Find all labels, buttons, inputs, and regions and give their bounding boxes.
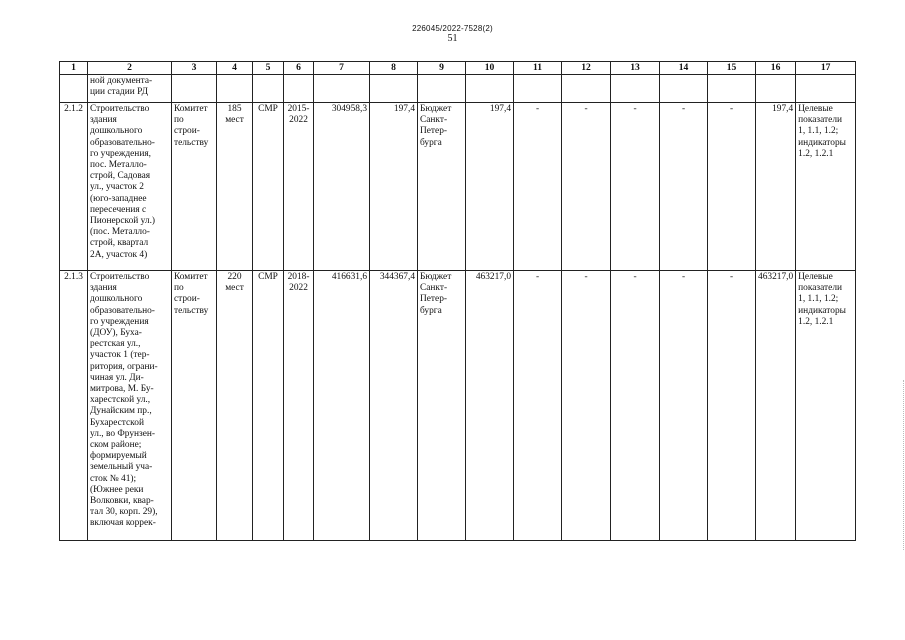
table-cell-col-16 — [756, 75, 796, 103]
table-cell-col-14 — [660, 75, 708, 103]
table-cell-col-6 — [284, 75, 314, 103]
table-cell-col-2 — [88, 103, 172, 271]
cell-text: Строительство здания дошкольного образовательно- го учреждения (ДОУ), Буха- рестская ул., участок 1 (тер- ритория, ограни- чиная ул. Ди- митрова, М. Бу- харестской ул., Дунайским пр., Бухарестской ул., во Фрунзен- ском районе; формируемый земельный уча- сток № 41); (Южнее реки Волковки, квар- тал 30, корп. 29), включая коррек- — [90, 272, 158, 529]
table-cell-col-17 — [796, 271, 856, 541]
col-header-7: 7 — [314, 62, 370, 75]
table-cell-col-3 — [172, 75, 217, 103]
document-registration-stamp: 226045/2022-7528(2) — [412, 24, 493, 33]
cell-text: 197,4 — [772, 104, 794, 114]
table-cell-col-16 — [756, 271, 796, 541]
col-header-16: 16 — [756, 62, 796, 75]
table-cell-col-5 — [253, 271, 284, 541]
table-cell-col-15 — [708, 271, 756, 541]
cell-text: Комитет по строи- тельству — [174, 272, 209, 316]
cell-text: 416631,6 — [331, 272, 367, 282]
cell-text: 2.1.2 — [64, 104, 83, 114]
table-cell-col-4 — [217, 103, 253, 271]
table-cell-col-4 — [217, 271, 253, 541]
table-cell-col-14 — [660, 103, 708, 271]
table-cell-col-12 — [562, 75, 611, 103]
table-cell-col-13 — [611, 103, 660, 271]
table-cell-col-12 — [562, 271, 611, 541]
table-cell-col-14 — [660, 271, 708, 541]
cell-text: 197,4 — [489, 104, 511, 114]
col-header-10: 10 — [466, 62, 514, 75]
table-cell-col-1 — [60, 103, 88, 271]
cell-text: 344367,4 — [379, 272, 415, 282]
table-cell-col-6 — [284, 103, 314, 271]
cell-text: Комитет по строи- тельству — [174, 104, 209, 148]
col-header-13: 13 — [611, 62, 660, 75]
col-header-12: 12 — [562, 62, 611, 75]
table-cell-col-5 — [253, 75, 284, 103]
table-row — [60, 271, 856, 541]
cell-text: 2015- 2022 — [287, 104, 310, 126]
cell-text: Бюджет Санкт- Петер- бурга — [420, 104, 452, 148]
col-header-6: 6 — [284, 62, 314, 75]
cell-text: 2018- 2022 — [287, 272, 310, 294]
col-header-3: 3 — [172, 62, 217, 75]
table-cell-col-8 — [370, 75, 418, 103]
col-header-5: 5 — [253, 62, 284, 75]
col-header-14: 14 — [660, 62, 708, 75]
table-cell-col-8 — [370, 271, 418, 541]
col-header-9: 9 — [418, 62, 466, 75]
table-row — [60, 75, 856, 103]
cell-text: 463217,0 — [475, 272, 511, 282]
cell-text: - — [681, 104, 686, 114]
table-row — [60, 103, 856, 271]
table-cell-col-6 — [284, 271, 314, 541]
cell-text: 185 мест — [225, 104, 244, 126]
table-cell-col-5 — [253, 103, 284, 271]
table-cell-col-13 — [611, 75, 660, 103]
cell-text: - — [681, 272, 686, 282]
cell-text: Бюджет Санкт- Петер- бурга — [420, 272, 452, 316]
table-body — [60, 75, 856, 541]
cell-text: Целевые показатели 1, 1.1, 1.2; индикаторы 1.2, 1.2.1 — [798, 104, 846, 159]
table-cell-col-17 — [796, 75, 856, 103]
table-cell-col-4 — [217, 75, 253, 103]
table-cell-col-10 — [466, 103, 514, 271]
table-cell-col-9 — [418, 271, 466, 541]
table-cell-col-8 — [370, 103, 418, 271]
cell-text: ной документа- ции стадии РД — [90, 76, 153, 98]
page-number: 51 — [447, 33, 458, 44]
col-header-1: 1 — [60, 62, 88, 75]
table-header-row — [60, 62, 856, 75]
cell-text: Целевые показатели 1, 1.1, 1.2; индикаторы 1.2, 1.2.1 — [798, 272, 846, 327]
table-cell-col-7 — [314, 103, 370, 271]
cell-text: 463217,0 — [758, 272, 794, 282]
table-cell-col-12 — [562, 103, 611, 271]
cell-text: 304958,3 — [331, 104, 367, 114]
cell-text: 220 мест — [225, 272, 244, 294]
table-cell-col-2 — [88, 271, 172, 541]
table-cell-col-15 — [708, 103, 756, 271]
cell-text: - — [633, 272, 637, 282]
cell-text: - — [584, 272, 588, 282]
table-cell-col-10 — [466, 271, 514, 541]
col-header-2: 2 — [88, 62, 172, 75]
table-cell-col-3 — [172, 103, 217, 271]
table-cell-col-11 — [514, 75, 562, 103]
table-cell-col-3 — [172, 271, 217, 541]
cell-text: - — [535, 272, 540, 282]
cell-text: 2.1.3 — [64, 272, 83, 282]
cell-text: Строительство здания дошкольного образовательно- го учреждения, пос. Металло- строй, Садовая ул., участок 2 (юго-западнее пересечения с Пионерской ул.) (пос. Металло- строй, квартал 2А, участок 4) — [90, 104, 156, 260]
program-measures-table — [59, 61, 856, 541]
col-header-11: 11 — [514, 62, 562, 75]
table-cell-col-9 — [418, 103, 466, 271]
table-cell-col-13 — [611, 271, 660, 541]
table-cell-col-7 — [314, 271, 370, 541]
table-cell-col-15 — [708, 75, 756, 103]
cell-text: - — [535, 104, 540, 114]
col-header-17: 17 — [796, 62, 856, 75]
col-header-15: 15 — [708, 62, 756, 75]
table-cell-col-16 — [756, 103, 796, 271]
table-cell-col-17 — [796, 103, 856, 271]
table-cell-col-11 — [514, 271, 562, 541]
cell-text: - — [633, 104, 637, 114]
cell-text: - — [729, 272, 734, 282]
cell-text: - — [584, 104, 588, 114]
cell-text: СМР — [258, 272, 278, 282]
col-header-4: 4 — [217, 62, 253, 75]
table-cell-col-2 — [88, 75, 172, 103]
table-cell-col-7 — [314, 75, 370, 103]
table-cell-col-1 — [60, 75, 88, 103]
cell-text: - — [729, 104, 734, 114]
table-cell-col-9 — [418, 75, 466, 103]
table-cell-col-11 — [514, 103, 562, 271]
table-cell-col-10 — [466, 75, 514, 103]
cell-text: СМР — [258, 104, 278, 114]
col-header-8: 8 — [370, 62, 418, 75]
table-cell-col-1 — [60, 271, 88, 541]
cell-text: 197,4 — [393, 104, 415, 114]
